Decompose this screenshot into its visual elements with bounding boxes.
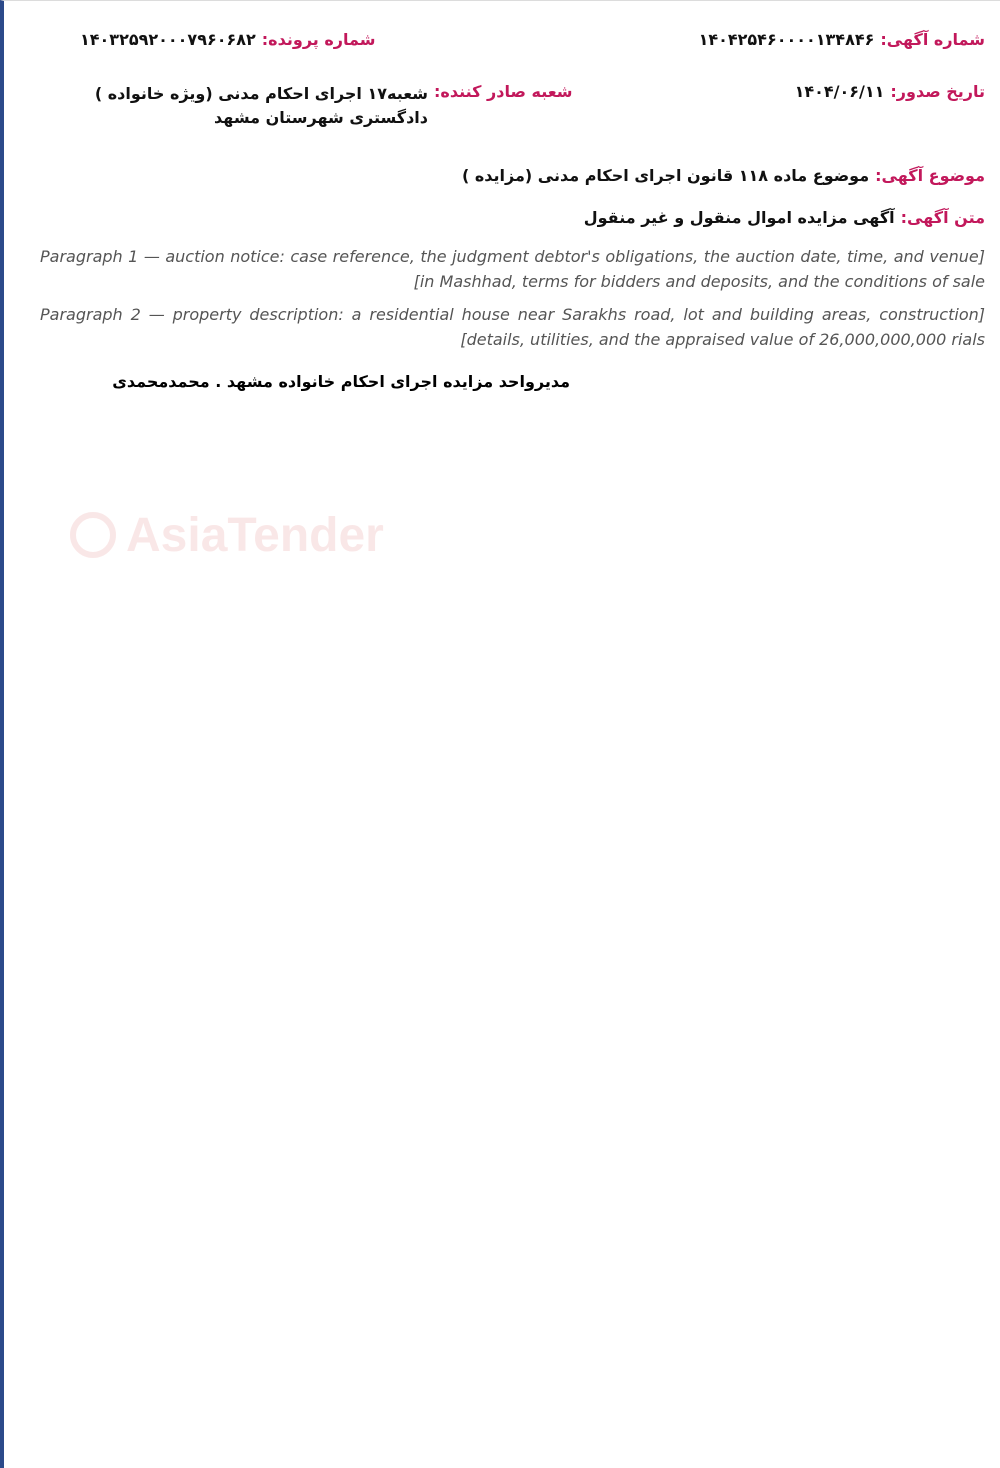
ad-number-value: ۱۴۰۴۲۵۴۶۰۰۰۰۱۳۴۸۴۶ — [698, 30, 875, 49]
file-number-value: ۱۴۰۳۲۵۹۲۰۰۰۷۹۶۰۶۸۲ — [80, 30, 256, 49]
subject-label: موضوع آگهی: — [875, 166, 985, 185]
signature: مدیرواحد مزایده اجرای احکام خانواده مشهد . محمدمحمدی — [112, 372, 570, 391]
issuer-value: شعبه۱۷ اجرای احکام مدنی (ویژه خانواده ) دادگستری شهرستان مشهد — [94, 84, 428, 127]
issuer-field — [48, 82, 572, 130]
auction-terms-paragraph: [Paragraph 1 — auction notice: case reference, the judgment debtor's obligations, the auction date, time, and venue in Mashhad, terms for bidders and deposits, and the conditions of sale] — [40, 247, 985, 291]
watermark-text: AsiaTender — [126, 508, 384, 562]
notice-page — [40, 30, 985, 391]
ad-number-field — [699, 30, 985, 49]
subject-field — [40, 166, 985, 208]
ad-number-label: شماره آگهی: — [880, 30, 985, 49]
file-number-field — [80, 30, 375, 49]
header-row-2 — [40, 82, 985, 166]
subject-value: موضوع ماده ۱۱۸ قانون اجرای احکام مدنی (مزایده ) — [461, 166, 870, 185]
issuer-label: شعبه صادر کننده: — [434, 82, 573, 101]
text-title: آگهی مزایده اموال منقول و غیر منقول — [583, 208, 895, 227]
text-label: متن آگهی: — [900, 208, 985, 227]
issue-date-value: ۱۴۰۴/۰۶/۱۱ — [794, 82, 885, 101]
issue-date-label: تاریخ صدور: — [890, 82, 985, 101]
property-description-paragraph: [Paragraph 2 — property description: a residential house near Sarakhs road, lot and building areas, construction details, utilities, and the appraised value of 26,000,000,000 rials] — [40, 305, 985, 349]
header-row-1 — [40, 30, 985, 82]
file-number-label: شماره پرونده: — [261, 30, 376, 49]
issue-date-field — [795, 82, 985, 101]
text-title-field — [40, 208, 985, 244]
